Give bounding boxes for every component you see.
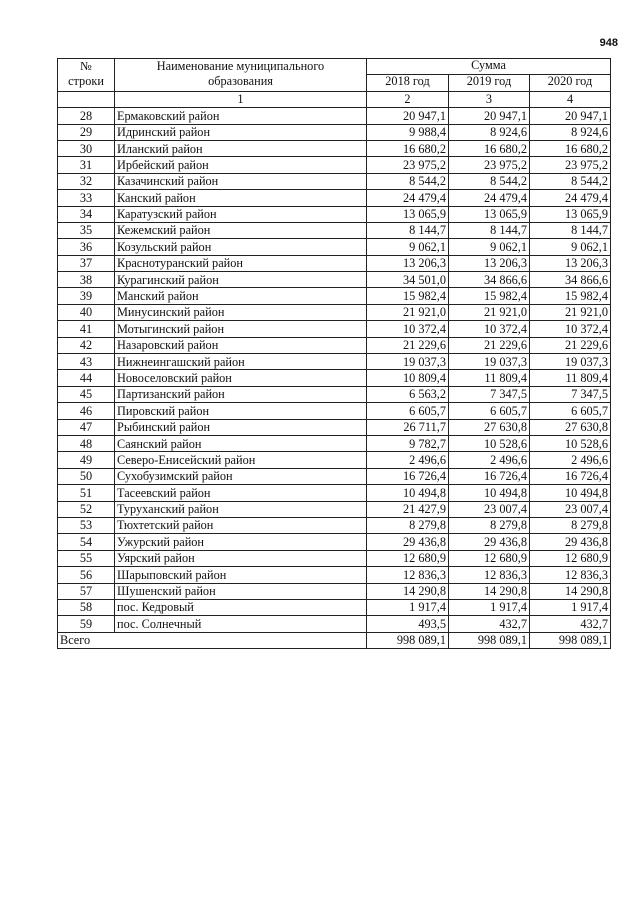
sum-2020-cell: 27 630,8 xyxy=(530,419,611,435)
total-row xyxy=(58,632,611,648)
sum-2018-cell: 13 065,9 xyxy=(367,206,449,222)
municipality-name-cell: Новоселовский район xyxy=(115,370,367,386)
sum-2018-cell: 10 494,8 xyxy=(367,485,449,501)
sum-2019-cell: 13 065,9 xyxy=(449,206,530,222)
sum-2018-cell: 9 782,7 xyxy=(367,435,449,451)
table-row xyxy=(58,452,611,468)
sum-2019-cell: 11 809,4 xyxy=(449,370,530,386)
sum-2019-cell: 8 144,7 xyxy=(449,222,530,238)
table-row xyxy=(58,583,611,599)
sum-2019-cell: 15 982,4 xyxy=(449,288,530,304)
sum-2018-cell: 10 809,4 xyxy=(367,370,449,386)
sum-2018-cell: 24 479,4 xyxy=(367,190,449,206)
row-number-header xyxy=(58,59,115,92)
sum-2020-cell: 6 605,7 xyxy=(530,403,611,419)
row-number-header-line1: № xyxy=(80,59,92,73)
column-index-1: 1 xyxy=(115,91,367,107)
sum-2019-cell: 8 924,6 xyxy=(449,124,530,140)
sum-2020-cell: 12 680,9 xyxy=(530,550,611,566)
sum-2020-cell: 23 975,2 xyxy=(530,157,611,173)
table-row xyxy=(58,222,611,238)
sum-2018-cell: 15 982,4 xyxy=(367,288,449,304)
municipality-name-cell: Курагинский район xyxy=(115,272,367,288)
row-number-cell: 46 xyxy=(58,403,115,419)
sum-2018-cell: 20 947,1 xyxy=(367,108,449,124)
municipality-name-cell: Козульский район xyxy=(115,239,367,255)
table-row xyxy=(58,239,611,255)
row-number-cell: 42 xyxy=(58,337,115,353)
sum-2020-cell: 20 947,1 xyxy=(530,108,611,124)
row-number-header-line2: строки xyxy=(68,74,104,89)
municipality-name-cell: Тасеевский район xyxy=(115,485,367,501)
row-number-cell: 49 xyxy=(58,452,115,468)
sum-2019-cell: 24 479,4 xyxy=(449,190,530,206)
column-index-empty xyxy=(58,91,115,107)
sum-2018-cell: 9 988,4 xyxy=(367,124,449,140)
sum-2020-cell: 432,7 xyxy=(530,616,611,632)
sum-2019-cell: 10 372,4 xyxy=(449,321,530,337)
header-row-1 xyxy=(58,59,611,75)
table-row xyxy=(58,534,611,550)
municipality-name-cell: Мотыгинский район xyxy=(115,321,367,337)
sum-2020-cell: 24 479,4 xyxy=(530,190,611,206)
sum-2019-cell: 14 290,8 xyxy=(449,583,530,599)
municipality-name-cell: Кежемский район xyxy=(115,222,367,238)
table-row xyxy=(58,108,611,124)
table-row xyxy=(58,354,611,370)
row-number-cell: 48 xyxy=(58,435,115,451)
sum-2018-cell: 2 496,6 xyxy=(367,452,449,468)
table-row xyxy=(58,206,611,222)
page-number: 948 xyxy=(599,37,618,49)
row-number-cell: 28 xyxy=(58,108,115,124)
sum-2019-cell: 1 917,4 xyxy=(449,599,530,615)
sum-2020-cell: 14 290,8 xyxy=(530,583,611,599)
sum-2020-cell: 10 494,8 xyxy=(530,485,611,501)
year-header-2018: 2018 год xyxy=(367,75,449,91)
sum-2019-cell: 10 528,6 xyxy=(449,435,530,451)
sum-2018-cell: 10 372,4 xyxy=(367,321,449,337)
row-number-cell: 32 xyxy=(58,173,115,189)
sum-2020-cell: 8 279,8 xyxy=(530,517,611,533)
table-row xyxy=(58,288,611,304)
sum-2020-cell: 21 921,0 xyxy=(530,304,611,320)
table-row xyxy=(58,550,611,566)
municipality-name-cell: Идринский район xyxy=(115,124,367,140)
municipality-name-cell: Казачинский район xyxy=(115,173,367,189)
row-number-cell: 47 xyxy=(58,419,115,435)
municipality-name-cell: пос. Кедровый xyxy=(115,599,367,615)
sum-2018-cell: 14 290,8 xyxy=(367,583,449,599)
sum-2018-cell: 13 206,3 xyxy=(367,255,449,271)
table-row xyxy=(58,599,611,615)
municipality-name-cell: Иланский район xyxy=(115,140,367,156)
municipality-name-cell: Шушенский район xyxy=(115,583,367,599)
sum-2019-cell: 2 496,6 xyxy=(449,452,530,468)
sum-2019-cell: 34 866,6 xyxy=(449,272,530,288)
column-index-3: 3 xyxy=(449,91,530,107)
column-index-4: 4 xyxy=(530,91,611,107)
municipality-name-cell: Северо-Енисейский район xyxy=(115,452,367,468)
municipality-name-cell: Ермаковский район xyxy=(115,108,367,124)
row-number-cell: 44 xyxy=(58,370,115,386)
sum-2018-cell: 21 921,0 xyxy=(367,304,449,320)
sum-2018-cell: 23 975,2 xyxy=(367,157,449,173)
row-number-cell: 30 xyxy=(58,140,115,156)
municipality-name-cell: Ужурский район xyxy=(115,534,367,550)
sum-2018-cell: 12 680,9 xyxy=(367,550,449,566)
municipality-name-cell: Рыбинский район xyxy=(115,419,367,435)
row-number-cell: 54 xyxy=(58,534,115,550)
row-number-cell: 45 xyxy=(58,386,115,402)
row-number-cell: 29 xyxy=(58,124,115,140)
sum-2019-cell: 6 605,7 xyxy=(449,403,530,419)
row-number-cell: 34 xyxy=(58,206,115,222)
year-header-2019: 2019 год xyxy=(449,75,530,91)
table-row xyxy=(58,255,611,271)
row-number-cell: 37 xyxy=(58,255,115,271)
row-number-cell: 33 xyxy=(58,190,115,206)
table-row xyxy=(58,173,611,189)
column-index-row xyxy=(58,91,611,107)
sum-header: Сумма xyxy=(367,59,611,75)
sum-2020-cell: 1 917,4 xyxy=(530,599,611,615)
sum-2019-cell: 19 037,3 xyxy=(449,354,530,370)
sum-2018-cell: 9 062,1 xyxy=(367,239,449,255)
row-number-cell: 59 xyxy=(58,616,115,632)
sum-2018-cell: 29 436,8 xyxy=(367,534,449,550)
sum-2018-cell: 6 605,7 xyxy=(367,403,449,419)
sum-2019-cell: 23 975,2 xyxy=(449,157,530,173)
municipality-name-cell: Нижнеингашский район xyxy=(115,354,367,370)
total-2019-cell: 998 089,1 xyxy=(449,632,530,648)
sum-2020-cell: 19 037,3 xyxy=(530,354,611,370)
municipality-name-cell: Минусинский район xyxy=(115,304,367,320)
table-row xyxy=(58,370,611,386)
sum-2019-cell: 20 947,1 xyxy=(449,108,530,124)
sum-2018-cell: 21 229,6 xyxy=(367,337,449,353)
municipality-name-cell: Пировский район xyxy=(115,403,367,419)
row-number-cell: 43 xyxy=(58,354,115,370)
sum-2020-cell: 29 436,8 xyxy=(530,534,611,550)
row-number-cell: 56 xyxy=(58,567,115,583)
total-label-cell: Всего xyxy=(58,632,367,648)
table-row xyxy=(58,124,611,140)
sum-2019-cell: 12 680,9 xyxy=(449,550,530,566)
total-2020-cell: 998 089,1 xyxy=(530,632,611,648)
sum-2019-cell: 8 544,2 xyxy=(449,173,530,189)
sum-2020-cell: 13 206,3 xyxy=(530,255,611,271)
sum-2019-cell: 10 494,8 xyxy=(449,485,530,501)
sum-2019-cell: 16 680,2 xyxy=(449,140,530,156)
sum-2020-cell: 34 866,6 xyxy=(530,272,611,288)
sum-2019-cell: 13 206,3 xyxy=(449,255,530,271)
table-row xyxy=(58,435,611,451)
table-row xyxy=(58,337,611,353)
municipality-name-cell: Краснотуранский район xyxy=(115,255,367,271)
sum-2019-cell: 27 630,8 xyxy=(449,419,530,435)
municipality-name-cell: Шарыповский район xyxy=(115,567,367,583)
sum-2019-cell: 7 347,5 xyxy=(449,386,530,402)
row-number-cell: 31 xyxy=(58,157,115,173)
row-number-cell: 41 xyxy=(58,321,115,337)
sum-2020-cell: 16 680,2 xyxy=(530,140,611,156)
sum-2020-cell: 10 528,6 xyxy=(530,435,611,451)
municipality-name-cell: Ирбейский район xyxy=(115,157,367,173)
budget-table xyxy=(57,58,611,649)
table-row xyxy=(58,386,611,402)
table-body xyxy=(58,59,611,649)
name-header xyxy=(115,59,367,92)
table-row xyxy=(58,419,611,435)
table-row xyxy=(58,403,611,419)
sum-2018-cell: 8 544,2 xyxy=(367,173,449,189)
municipality-name-cell: Назаровский район xyxy=(115,337,367,353)
sum-2020-cell: 8 144,7 xyxy=(530,222,611,238)
sum-2018-cell: 26 711,7 xyxy=(367,419,449,435)
sum-2018-cell: 34 501,0 xyxy=(367,272,449,288)
municipality-name-cell: Уярский район xyxy=(115,550,367,566)
municipality-name-cell: Сухобузимский район xyxy=(115,468,367,484)
sum-2020-cell: 7 347,5 xyxy=(530,386,611,402)
municipality-name-cell: Туруханский район xyxy=(115,501,367,517)
row-number-cell: 38 xyxy=(58,272,115,288)
table-row xyxy=(58,501,611,517)
row-number-cell: 50 xyxy=(58,468,115,484)
sum-2019-cell: 12 836,3 xyxy=(449,567,530,583)
sum-2020-cell: 11 809,4 xyxy=(530,370,611,386)
table-row xyxy=(58,157,611,173)
sum-2018-cell: 8 144,7 xyxy=(367,222,449,238)
table-row xyxy=(58,304,611,320)
row-number-cell: 55 xyxy=(58,550,115,566)
sum-2020-cell: 16 726,4 xyxy=(530,468,611,484)
table-row xyxy=(58,567,611,583)
sum-2018-cell: 21 427,9 xyxy=(367,501,449,517)
table-row xyxy=(58,321,611,337)
sum-2020-cell: 9 062,1 xyxy=(530,239,611,255)
sum-2018-cell: 16 726,4 xyxy=(367,468,449,484)
table-row xyxy=(58,517,611,533)
year-header-2020: 2020 год xyxy=(530,75,611,91)
column-index-2: 2 xyxy=(367,91,449,107)
name-header-line1: Наименование муниципального xyxy=(156,59,325,73)
row-number-cell: 58 xyxy=(58,599,115,615)
municipality-name-cell: Тюхтетский район xyxy=(115,517,367,533)
sum-2018-cell: 12 836,3 xyxy=(367,567,449,583)
total-2018-cell: 998 089,1 xyxy=(367,632,449,648)
row-number-cell: 39 xyxy=(58,288,115,304)
sum-2018-cell: 8 279,8 xyxy=(367,517,449,533)
row-number-cell: 52 xyxy=(58,501,115,517)
table-row xyxy=(58,272,611,288)
sum-2019-cell: 23 007,4 xyxy=(449,501,530,517)
sum-2020-cell: 12 836,3 xyxy=(530,567,611,583)
municipality-name-cell: Партизанский район xyxy=(115,386,367,402)
table-row xyxy=(58,468,611,484)
sum-2020-cell: 13 065,9 xyxy=(530,206,611,222)
municipality-name-cell: Манский район xyxy=(115,288,367,304)
row-number-cell: 53 xyxy=(58,517,115,533)
municipality-name-cell: пос. Солнечный xyxy=(115,616,367,632)
sum-2019-cell: 432,7 xyxy=(449,616,530,632)
sum-2018-cell: 493,5 xyxy=(367,616,449,632)
sum-2019-cell: 8 279,8 xyxy=(449,517,530,533)
sum-2020-cell: 8 544,2 xyxy=(530,173,611,189)
row-number-cell: 36 xyxy=(58,239,115,255)
table-row xyxy=(58,485,611,501)
sum-2019-cell: 29 436,8 xyxy=(449,534,530,550)
sum-2018-cell: 1 917,4 xyxy=(367,599,449,615)
row-number-cell: 51 xyxy=(58,485,115,501)
table-row xyxy=(58,616,611,632)
municipality-name-cell: Саянский район xyxy=(115,435,367,451)
sum-2018-cell: 6 563,2 xyxy=(367,386,449,402)
row-number-cell: 35 xyxy=(58,222,115,238)
sum-2019-cell: 16 726,4 xyxy=(449,468,530,484)
municipality-name-cell: Канский район xyxy=(115,190,367,206)
sum-2020-cell: 15 982,4 xyxy=(530,288,611,304)
row-number-cell: 57 xyxy=(58,583,115,599)
row-number-cell: 40 xyxy=(58,304,115,320)
table-row xyxy=(58,190,611,206)
name-header-line2: образования xyxy=(208,74,273,89)
sum-2019-cell: 21 229,6 xyxy=(449,337,530,353)
sum-2019-cell: 9 062,1 xyxy=(449,239,530,255)
sum-2020-cell: 23 007,4 xyxy=(530,501,611,517)
table-row xyxy=(58,140,611,156)
sum-2018-cell: 19 037,3 xyxy=(367,354,449,370)
sum-2020-cell: 8 924,6 xyxy=(530,124,611,140)
municipality-name-cell: Каратузский район xyxy=(115,206,367,222)
sum-2020-cell: 2 496,6 xyxy=(530,452,611,468)
sum-2018-cell: 16 680,2 xyxy=(367,140,449,156)
sum-2020-cell: 10 372,4 xyxy=(530,321,611,337)
sum-2019-cell: 21 921,0 xyxy=(449,304,530,320)
sum-2020-cell: 21 229,6 xyxy=(530,337,611,353)
